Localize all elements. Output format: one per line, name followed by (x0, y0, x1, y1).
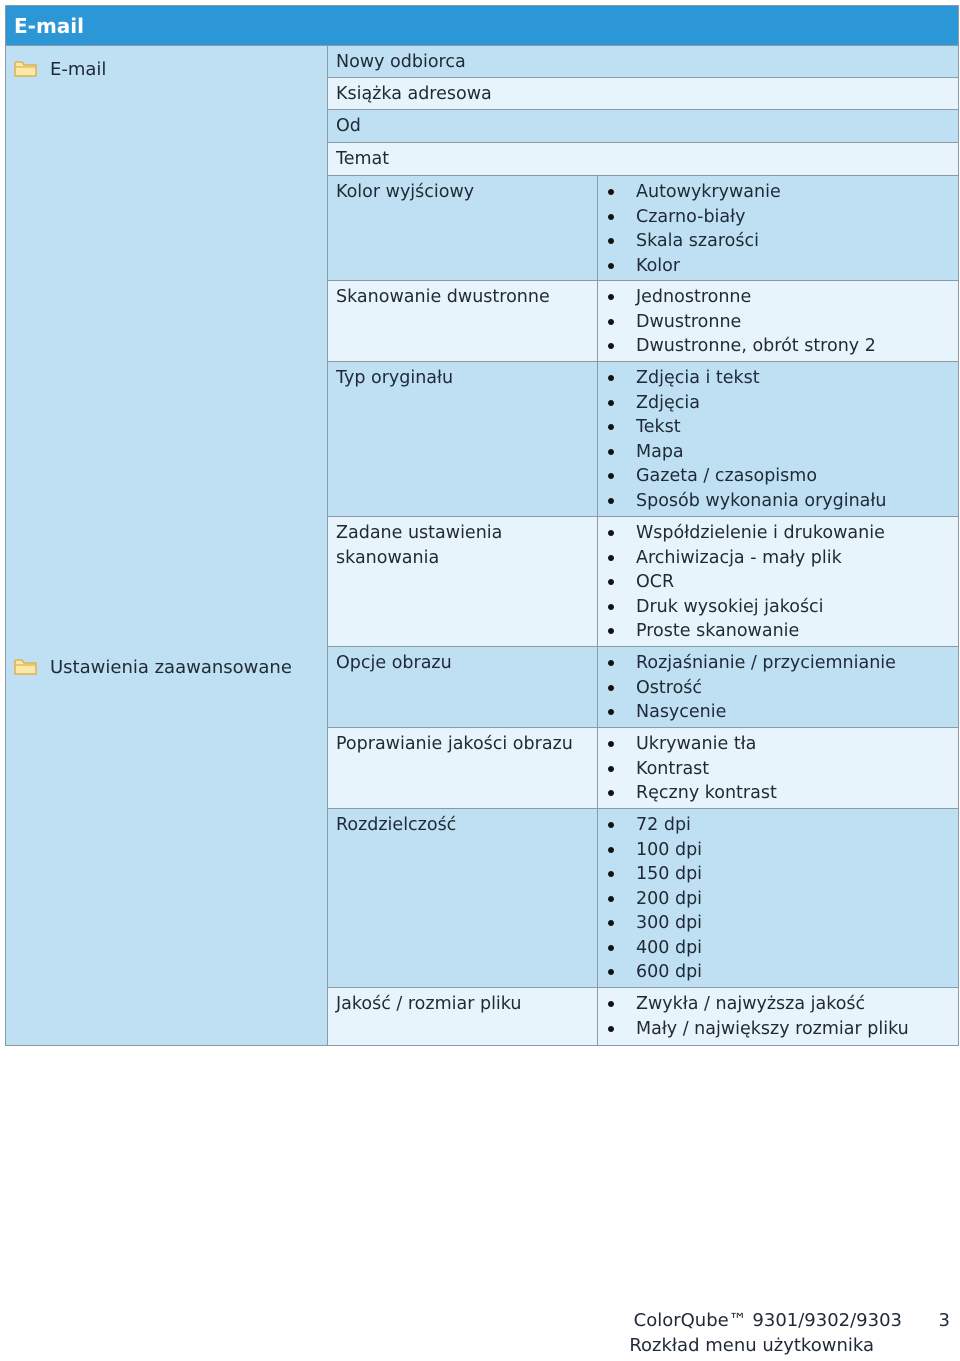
option-label: Współdzielenie i drukowanie (636, 523, 885, 543)
option-item[interactable] (598, 391, 958, 416)
bullet-icon (608, 263, 614, 269)
option-label: OCR (636, 572, 675, 592)
options-list (598, 362, 958, 513)
option-label: Kontrast (636, 758, 710, 779)
option-item[interactable] (598, 960, 958, 985)
bullet-icon (608, 238, 614, 244)
bullet-icon (608, 969, 614, 975)
footer-page-number: 3 (938, 1310, 950, 1331)
option-item[interactable] (598, 254, 958, 279)
bullet-icon (608, 319, 614, 325)
option-item[interactable] (598, 464, 958, 489)
option-item[interactable] (598, 415, 958, 440)
option-item[interactable] (598, 651, 958, 676)
row-label[interactable]: Opcje obrazu (336, 653, 452, 673)
options-list (598, 809, 958, 985)
folder-item-email[interactable] (14, 56, 106, 82)
table-row (328, 78, 958, 110)
row-label[interactable]: Rozdzielczość (336, 815, 457, 835)
row-label[interactable]: Nowy odbiorca (336, 52, 466, 72)
option-label: Jednostronne (636, 287, 752, 307)
bullet-icon (608, 294, 614, 300)
folder-icon (14, 658, 38, 676)
row-label[interactable]: Poprawianie jakości obrazu (336, 734, 573, 754)
option-item[interactable] (598, 489, 958, 514)
option-item[interactable] (598, 521, 958, 546)
option-label: Autowykrywanie (636, 182, 781, 202)
bullet-icon (608, 685, 614, 691)
row-options (597, 728, 958, 808)
bullet-icon (608, 766, 614, 772)
table-row (328, 110, 958, 143)
option-item[interactable] (598, 732, 958, 757)
option-item[interactable] (598, 595, 958, 620)
option-label: 300 dpi (636, 913, 703, 933)
option-label: Zdjęcia (636, 392, 700, 413)
option-item[interactable] (598, 781, 958, 806)
option-item[interactable] (598, 570, 958, 595)
bullet-icon (608, 530, 614, 536)
bullet-icon (608, 375, 614, 381)
bullet-icon (608, 189, 614, 195)
footer-product: ColorQube™ 9301/9302/9303 (633, 1310, 902, 1331)
option-label: Skala szarości (636, 231, 759, 251)
options-list (598, 988, 958, 1041)
bullet-icon (608, 473, 614, 479)
folder-label-email: E-mail (50, 58, 107, 80)
bullet-icon (608, 709, 614, 715)
row-label[interactable]: Temat (336, 149, 390, 169)
row-label[interactable]: Typ oryginału (336, 368, 454, 388)
option-item[interactable] (598, 180, 958, 205)
option-label: Zdjęcia i tekst (636, 368, 760, 388)
row-label[interactable]: Książka adresowa (336, 84, 492, 104)
option-item[interactable] (598, 334, 958, 359)
option-label: Kolor (636, 255, 681, 276)
bullet-icon (608, 449, 614, 455)
table-row (328, 143, 958, 176)
option-item[interactable] (598, 285, 958, 310)
table-row (328, 988, 958, 1045)
option-label: Ukrywanie tła (636, 734, 757, 754)
option-item[interactable] (598, 310, 958, 335)
bullet-icon (608, 847, 614, 853)
bullet-icon (608, 790, 614, 796)
option-item[interactable] (598, 546, 958, 571)
bullet-icon (608, 660, 614, 666)
bullet-icon (608, 1026, 614, 1032)
bullet-icon (608, 498, 614, 504)
option-label: Mały / największy rozmiar pliku (636, 1018, 909, 1039)
bullet-icon (608, 604, 614, 610)
bullet-icon (608, 579, 614, 585)
option-label: 600 dpi (636, 962, 703, 982)
bullet-icon (608, 628, 614, 634)
option-label: Zwykła / najwyższa jakość (636, 994, 866, 1014)
folder-icon (14, 60, 38, 78)
folder-item-advanced-settings[interactable] (14, 654, 292, 680)
row-label[interactable]: Jakość / rozmiar pliku (336, 994, 522, 1014)
option-item[interactable] (598, 813, 958, 838)
option-label: 400 dpi (636, 937, 703, 958)
option-label: Sposób wykonania oryginału (636, 490, 887, 511)
option-item[interactable] (598, 619, 958, 644)
bullet-icon (608, 945, 614, 951)
option-label: Dwustronne (636, 311, 742, 332)
option-label: 72 dpi (636, 815, 691, 835)
options-list (598, 176, 958, 278)
option-label: Druk wysokiej jakości (636, 596, 824, 617)
table-body (6, 46, 958, 1045)
folder-label-advanced-settings: Ustawienia zaawansowane (50, 656, 292, 678)
options-list (598, 647, 958, 725)
option-item[interactable] (598, 757, 958, 782)
option-label: Mapa (636, 441, 684, 462)
table-row (328, 281, 958, 362)
footer-subtitle: Rozkład menu użytkownika (629, 1335, 874, 1356)
row-options (597, 809, 958, 987)
row-options (597, 281, 958, 361)
row-options (597, 362, 958, 516)
bullet-icon (608, 822, 614, 828)
option-label: Ostrość (636, 677, 703, 698)
row-label[interactable]: Od (336, 116, 361, 136)
option-item[interactable] (598, 366, 958, 391)
options-list (598, 281, 958, 359)
option-item[interactable] (598, 887, 958, 912)
option-label: 150 dpi (636, 864, 703, 884)
option-label: Tekst (636, 417, 681, 437)
row-options (597, 176, 958, 280)
table-row (328, 517, 958, 647)
table-row (328, 362, 958, 517)
row-options (597, 517, 958, 646)
options-list (598, 728, 958, 806)
option-item[interactable] (598, 229, 958, 254)
row-label[interactable]: Skanowanie dwustronne (336, 287, 550, 307)
option-label: Proste skanowanie (636, 621, 800, 641)
bullet-icon (608, 214, 614, 220)
bullet-icon (608, 555, 614, 561)
bullet-icon (608, 424, 614, 430)
bullet-icon (608, 400, 614, 406)
option-item[interactable] (598, 838, 958, 863)
page-footer (629, 1308, 950, 1358)
option-item[interactable] (598, 936, 958, 961)
menu-table (5, 5, 959, 1046)
table-row (328, 728, 958, 809)
bullet-icon (608, 1001, 614, 1007)
option-label: Rozjaśnianie / przyciemnianie (636, 653, 896, 673)
option-label: 200 dpi (636, 888, 703, 909)
options-list (598, 517, 958, 644)
bullet-icon (608, 871, 614, 877)
left-column (6, 46, 328, 1045)
row-label[interactable]: Zadane ustawienia skanowania (336, 523, 503, 568)
bullet-icon (608, 741, 614, 747)
option-item[interactable] (598, 700, 958, 725)
option-item[interactable] (598, 911, 958, 936)
option-label: Nasycenie (636, 702, 727, 722)
table-row (328, 647, 958, 728)
settings-rows (328, 46, 958, 1045)
row-options (597, 988, 958, 1045)
option-label: Gazeta / czasopismo (636, 466, 818, 486)
option-label: Archiwizacja - mały plik (636, 547, 842, 568)
bullet-icon (608, 896, 614, 902)
option-item[interactable] (598, 992, 958, 1017)
row-options (597, 647, 958, 727)
row-label[interactable]: Kolor wyjściowy (336, 182, 475, 202)
bullet-icon (608, 343, 614, 349)
option-label: Dwustronne, obrót strony 2 (636, 336, 876, 356)
option-item[interactable] (598, 205, 958, 230)
bullet-icon (608, 920, 614, 926)
table-row (328, 176, 958, 281)
option-item[interactable] (598, 676, 958, 701)
option-label: Ręczny kontrast (636, 783, 777, 803)
option-label: 100 dpi (636, 839, 703, 860)
option-item[interactable] (598, 1017, 958, 1042)
option-item[interactable] (598, 440, 958, 465)
table-row (328, 46, 958, 78)
option-label: Czarno-biały (636, 206, 746, 227)
table-header: E-mail (6, 6, 958, 46)
table-row (328, 809, 958, 988)
option-item[interactable] (598, 862, 958, 887)
